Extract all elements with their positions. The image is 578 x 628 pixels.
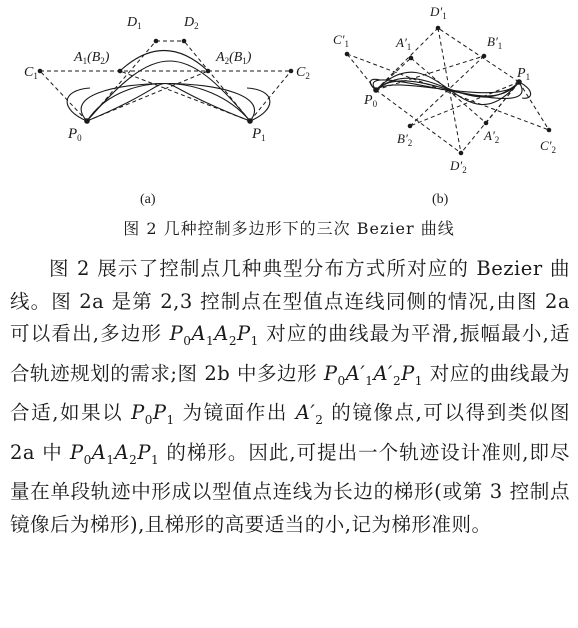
svg-text:P1: $P_1$ xyxy=(517,66,531,82)
panel-a-label: (a) xyxy=(140,192,156,207)
panel-b-labels xyxy=(333,4,556,207)
a-point-c1 xyxy=(38,69,43,74)
panel-b-diagram xyxy=(345,26,552,156)
a-point-d1 xyxy=(154,39,159,44)
svg-text:P0: $P_0$ xyxy=(364,93,378,109)
svg-text:C′1: $C'_1$ xyxy=(333,32,350,49)
figure-caption: 图 2 几种控制多边形下的三次 Bezier 曲线 xyxy=(123,219,455,238)
a-edge-p1-c2 xyxy=(250,71,291,121)
a-point-c2 xyxy=(289,69,294,74)
svg-text:D1: $D_1$ xyxy=(127,15,142,31)
svg-text:C2: $C_2$ xyxy=(296,65,310,81)
svg-text:A1(B2): $A_1(B_2)$ xyxy=(74,50,110,66)
svg-text:P0: $P_0$ xyxy=(68,126,82,143)
a-point-p0 xyxy=(84,118,90,124)
b-edge-p0-d2 xyxy=(376,90,461,153)
panel-a-labels xyxy=(24,15,310,207)
a-point-d2 xyxy=(182,39,187,44)
b-edge-p1-b2 xyxy=(410,82,519,126)
svg-text:A′2: $A'_2$ xyxy=(484,128,500,145)
paragraph: 图 2 展示了控制点几种典型分布方式所对应的 Bezier 曲线。图 2a 是第 2,3 控制点在型值点连线同侧的情况,由图 2a 可以看出,多边形 $P_0A_1A_2P_1$ 对应的曲线最为平滑,振幅最小,适合轨迹规划的需求;图 2b 中多边形 $P_0A'_1A'_2P_1$ 对应的曲线最为合适,如果以 $P_0P_1$ 为镜面作出 $A'_2$ 的镜像点,可以得到类似图 2a 中 $P_0A_1A_2P_1$ 的梯形。因此,可提出一个轨迹设计准则,即尽量在单段轨迹中形成以型值点连线为长边的梯形(或第 3 控制点镜像后为梯形),且梯形的高要适当的小,记为梯形准则。 xyxy=(10,257,571,536)
b-point-d2 xyxy=(459,151,464,156)
svg-text:D2: $D_2$ xyxy=(184,15,199,31)
svg-text:C1: $C_1$ xyxy=(24,65,38,81)
a-point-p1 xyxy=(247,118,253,124)
b-point-p0 xyxy=(373,87,379,93)
svg-text:D′1: $D'_1$ xyxy=(430,4,447,21)
b-edge-b1-b2 xyxy=(410,56,484,126)
svg-text:A′1: $A'_1$ xyxy=(396,35,412,52)
figure-2 xyxy=(0,0,578,215)
b-point-b2 xyxy=(408,124,413,129)
panel-b-label: (b) xyxy=(432,192,449,207)
svg-text:A2(B1): $A_2(B_1)$ xyxy=(216,50,252,66)
svg-text:P1: $P_1$ xyxy=(252,126,266,143)
a-edge-p0-c1 xyxy=(40,71,87,121)
a-point-a2 xyxy=(206,69,211,74)
svg-text:B′2: $B'_2$ xyxy=(397,131,413,148)
a-point-a1 xyxy=(118,69,123,74)
body-paragraph-block xyxy=(10,253,570,541)
a-curve-loop-right xyxy=(247,88,270,121)
svg-text:D′2: $D'_2$ xyxy=(450,158,467,175)
b-point-d1 xyxy=(436,26,441,31)
svg-text:B′1: $B'_1$ xyxy=(487,34,503,51)
b-point-b1 xyxy=(482,54,487,59)
b-edge-p1-c2 xyxy=(519,82,549,130)
b-point-a1 xyxy=(409,56,414,61)
svg-text:C′2: $C'_2$ xyxy=(540,138,557,155)
a-curve-loop-left xyxy=(67,88,90,121)
b-point-a2 xyxy=(484,121,489,126)
b-point-c1 xyxy=(345,52,350,57)
b-edge-p1-d1 xyxy=(438,28,519,82)
b-point-c2 xyxy=(547,128,552,133)
